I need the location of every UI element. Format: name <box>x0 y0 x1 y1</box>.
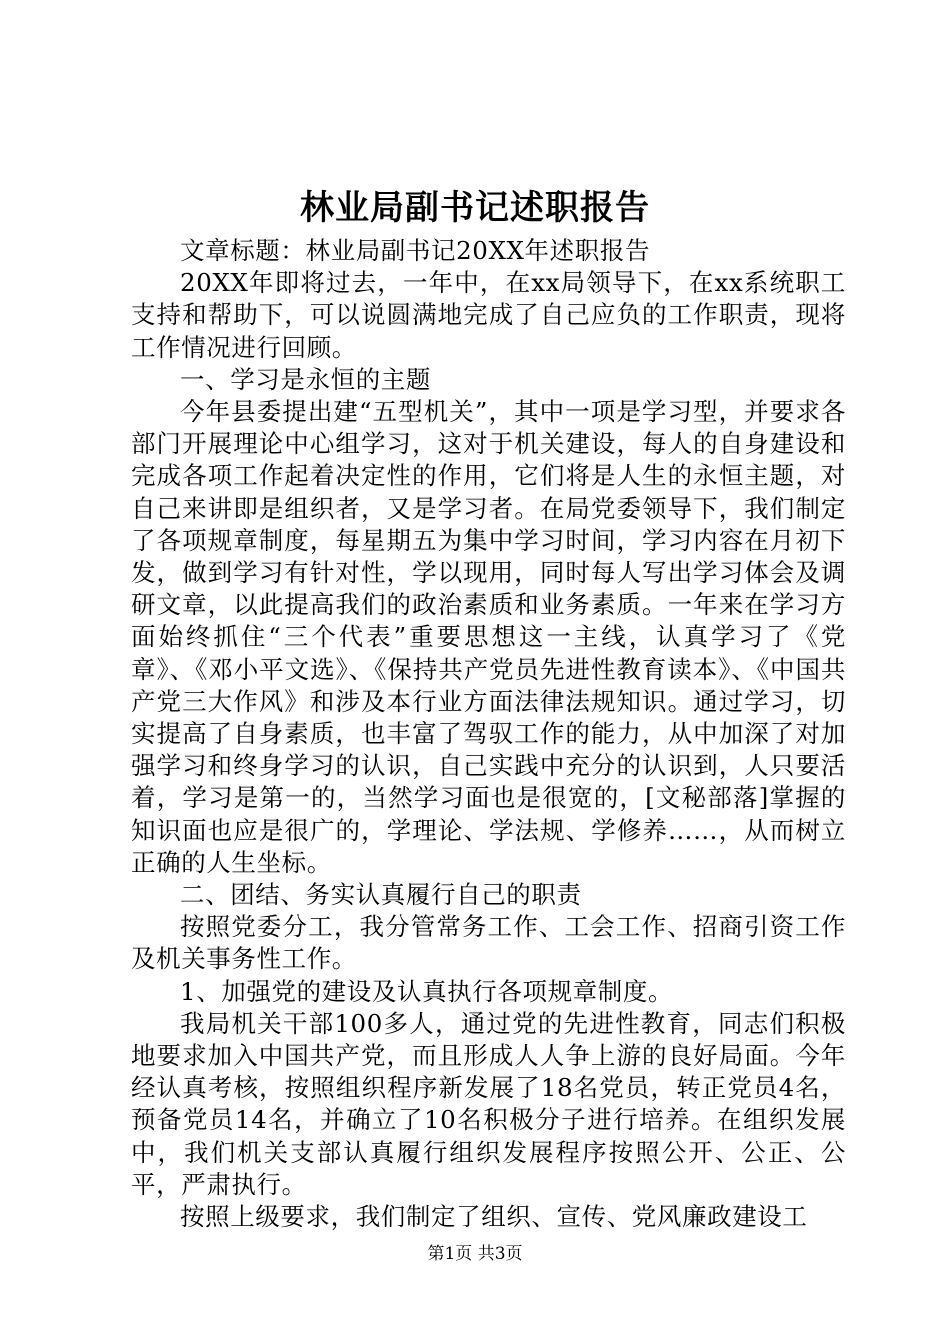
requirements-paragraph: 按照上级要求，我们制定了组织、宣传、党风廉政建设工 <box>180 1202 808 1232</box>
party-building-paragraph: 我局机关干部100多人，通过党的先进性教育，同志们积极地要求加入中国共产党，而且形成人人争上游的良好局面。今年经认真考核，按照组织程序新发展了18名党员，转正党员4名，预备党员14名，并确立了10名积极分子进行培养。在组织发展中，我们机关支部认真履行组织发展程序按照公开、公正、公平，严肃执行。 <box>131 1008 846 1199</box>
article-title-line: 文章标题：林业局副书记20XX年述职报告 <box>180 236 651 265</box>
page-footer: 第1页 共3页 <box>427 1244 523 1264</box>
section-heading-2: 二、团结、务实认真履行自己的职责 <box>180 880 582 910</box>
section-heading-1: 一、学习是永恒的主题 <box>180 364 431 394</box>
study-paragraph: 今年县委提出建“五型机关”，其中一项是学习型，并要求各部门开展理论中心组学习，这对于机关建设，每人的自身建设和完成各项工作起着决定性的作用，它们将是人生的永恒主题，对自己来讲即是组织者，又是学习者。在局党委领导下，我们制定了各项规章制度，每星期五为集中学习时间，学习内容在月初下发，做到学习有针对性，学以现用，同时每人写出学习体会及调研文章，以此提高我们的政治素质和业务素质。一年来在学习方面始终抓住“三个代表”重要思想这一主线，认真学习了《党章》、《邓小平文选》、《保持共产党员先进性教育读本》、《中国共产党三大作风》和涉及本行业方面法律法规知识。通过学习，切实提高了自身素质，也丰富了驾驭工作的能力，从中加深了对加强学习和终身学习的认识，自己实践中充分的认识到，人只要活着，学习是第一的，当然学习面也是很宽的，[文秘部落]掌握的知识面也应是很广的，学理论、学法规、学修养……，从而树立正确的人生坐标。 <box>131 397 847 877</box>
document-body <box>131 235 846 1233</box>
duty-paragraph: 按照党委分工，我分管常务工作、工会工作、招商引资工作及机关事务性工作。 <box>131 912 846 974</box>
intro-paragraph: 20XX年即将过去，一年中，在xx局领导下，在xx系统职工支持和帮助下，可以说圆满地完成了自己应负的工作职责，现将工作情况进行回顾。 <box>131 268 846 362</box>
document-title: 林业局副书记述职报告 <box>300 188 650 228</box>
subsection-heading-1: 1、加强党的建设及认真执行各项规章制度。 <box>180 976 674 1006</box>
